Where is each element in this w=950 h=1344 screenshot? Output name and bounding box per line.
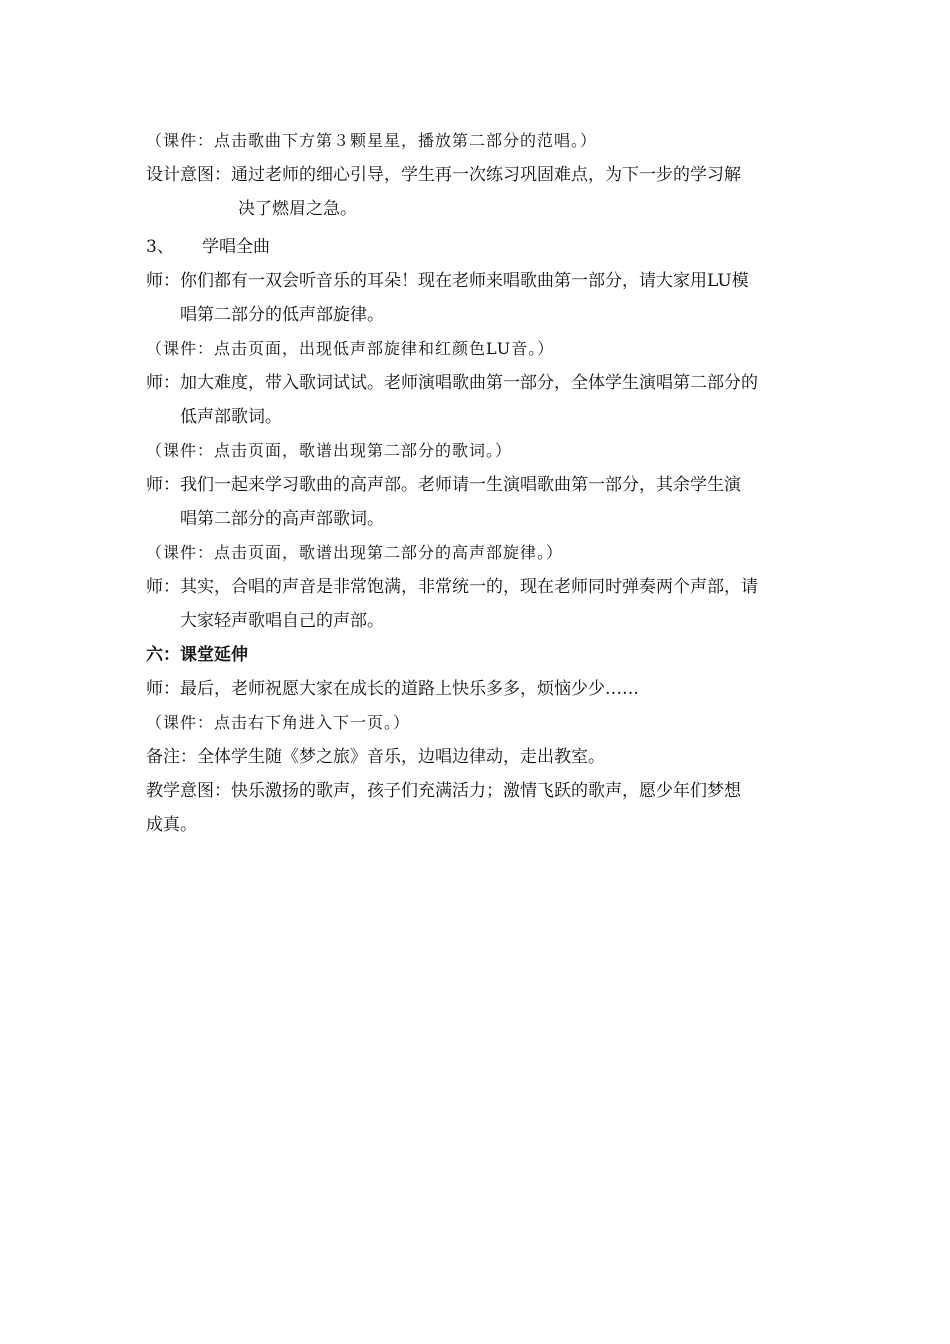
- teacher-line: 师：你们都有一双会听音乐的耳朵！现在老师来唱歌曲第一部分，请大家用LU模: [146, 271, 749, 291]
- teacher-line-continuation: 大家轻声歌唱自己的声部。: [180, 611, 384, 631]
- section-title: 学唱全曲: [202, 237, 270, 257]
- teacher-line: 师：最后，老师祝愿大家在成长的道路上快乐多多，烦恼少少……: [146, 679, 639, 699]
- section-heading: 六：课堂延伸: [146, 645, 248, 665]
- teacher-line: 师：我们一起来学习歌曲的高声部。老师请一生演唱歌曲第一部分，其余学生演: [146, 475, 741, 495]
- remark-line: 备注：全体学生随《梦之旅》音乐，边唱边律动，走出教室。: [146, 747, 605, 767]
- section-number: 3、: [146, 237, 174, 257]
- section-item-3: [146, 230, 810, 264]
- teaching-intent-paragraph: 教学意图：快乐激扬的歌声，孩子们充满活力；激情飞跃的歌声，愿少年们梦想: [146, 781, 741, 801]
- document-body: [146, 124, 810, 842]
- design-intent-paragraph: 设计意图：通过老师的细心引导，学生再一次练习巩固难点，为下一步的学习解: [146, 165, 741, 185]
- courseware-note: （课件：点击页面，歌谱出现第二部分的高声部旋律。）: [146, 543, 564, 562]
- teacher-line-continuation: 唱第二部分的低声部旋律。: [180, 305, 384, 325]
- courseware-note: （课件：点击右下角进入下一页。）: [146, 713, 411, 732]
- teacher-line: 师：其实，合唱的声音是非常饱满，非常统一的，现在老师同时弹奏两个声部，请: [146, 577, 758, 597]
- courseware-note: （课件：点击页面，歌谱出现第二部分的歌词。）: [146, 441, 513, 460]
- courseware-note: （课件：点击歌曲下方第３颗星星，播放第二部分的范唱。）: [146, 131, 598, 150]
- design-intent-continuation: 决了燃眉之急。: [238, 199, 357, 219]
- teacher-line: 师：加大难度，带入歌词试试。老师演唱歌曲第一部分，全体学生演唱第二部分的: [146, 373, 758, 393]
- teacher-line-continuation: 唱第二部分的高声部歌词。: [180, 509, 384, 529]
- courseware-note: （课件：点击页面，出现低声部旋律和红颜色LU音。）: [146, 339, 555, 358]
- teaching-intent-continuation: 成真。: [146, 815, 197, 835]
- teacher-line-continuation: 低声部歌词。: [180, 407, 282, 427]
